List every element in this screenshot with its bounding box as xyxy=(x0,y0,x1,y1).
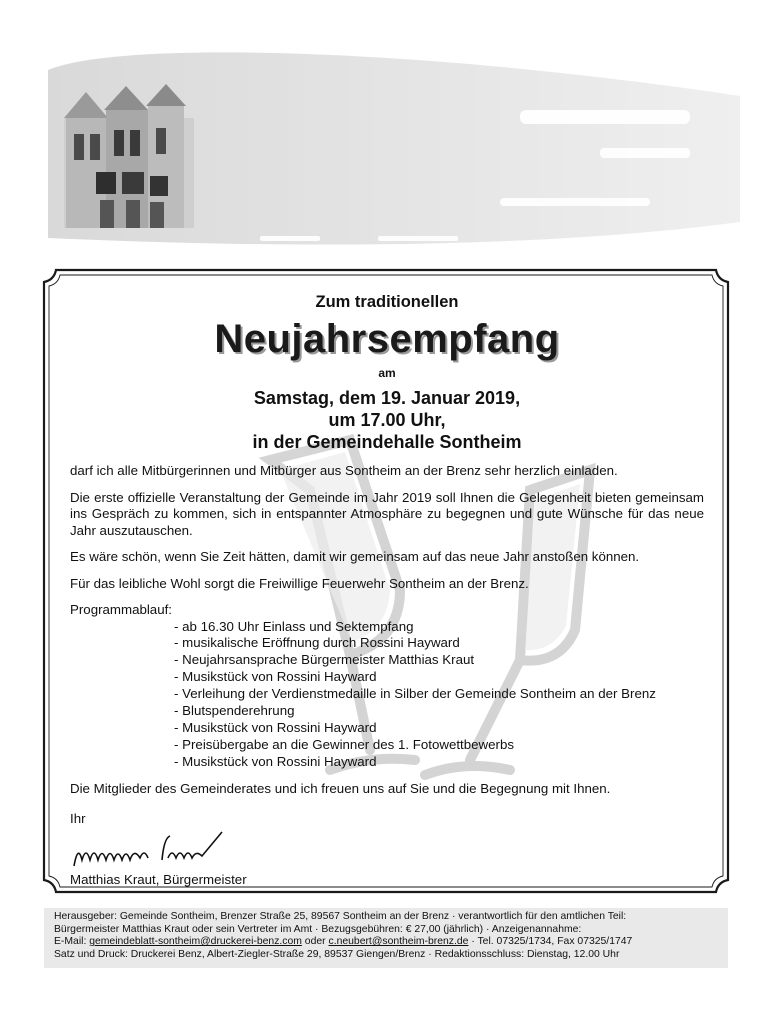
email-prefix: E-Mail: xyxy=(54,936,90,948)
program-item: - Blutspenderehrung xyxy=(174,703,295,719)
program-item: - Musikstück von Rossini Hayward xyxy=(174,719,377,735)
program-item: - Verleihung der Verdienstmedaille in Silber der Gemeinde Sontheim an der Brenz xyxy=(174,686,656,702)
town-hall-photo xyxy=(64,84,194,228)
imprint-publisher: Herausgeber: Gemeinde Sontheim, Brenzer Straße 25, 89567 Sontheim an der Brenz · verantwortlich für den amtlichen Teil: xyxy=(54,911,627,922)
invitation-content xyxy=(70,288,704,888)
salutation: Ihr xyxy=(70,811,86,827)
imprint-responsible: Bürgermeister Matthias Kraut oder sein Vertreter im Amt · Bezugsgebühren: € 27,00 (jährlich) · Anzeigenannahme: xyxy=(54,923,582,935)
signature-block xyxy=(70,811,704,888)
intro-line: Zum traditionellen xyxy=(315,293,459,311)
program-item: - Musikstück von Rossini Hayward xyxy=(174,669,377,685)
paragraph-occasion: Die erste offizielle Veranstaltung der Gemeinde im Jahr 2019 soll Ihnen die Gelegenheit bieten gemeinsam ins Gespräch zu kommen, sich in entspannter Atmosphäre zu begegnen und gute Wünsche für das neue Jahr auszutauschen. xyxy=(70,489,704,538)
signer-name: Matthias Kraut, Bürgermeister xyxy=(70,871,247,887)
event-location: in der Gemeindehalle Sontheim xyxy=(252,432,522,452)
paragraph-invite: darf ich alle Mitbürgerinnen und Mitbürger aus Sontheim an der Brenz sehr herzlich einladen. xyxy=(70,463,618,478)
imprint-contact xyxy=(54,936,720,949)
am-label: am xyxy=(378,365,396,380)
email-separator: oder xyxy=(301,936,329,948)
program-item: - ab 16.30 Uhr Einlass und Sektempfang xyxy=(174,618,414,634)
imprint-footer xyxy=(44,908,728,968)
event-time: um 17.00 Uhr, xyxy=(328,410,446,430)
email-link-neubert[interactable]: c.neubert@sontheim-brenz.de xyxy=(328,936,469,948)
event-date: Samstag, dem 19. Januar 2019, xyxy=(253,388,521,408)
paragraph-catering: Für das leibliche Wohl sorgt die Freiwillige Feuerwehr Sontheim an der Brenz. xyxy=(70,575,529,591)
program-list xyxy=(70,619,704,771)
email-link-druckerei[interactable]: gemeindeblatt-sontheim@druckerei-benz.com xyxy=(89,936,302,948)
phone-fax: · Tel. 07325/1734, Fax 07325/1747 xyxy=(468,936,633,948)
masthead-graphic xyxy=(0,0,770,270)
closing-paragraph: Die Mitglieder des Gemeinderates und ich freuen uns auf Sie und die Begegnung mit Ihnen. xyxy=(70,780,611,796)
handwritten-signature xyxy=(70,830,230,872)
event-date-block xyxy=(70,387,704,453)
program-item: - musikalische Eröffnung durch Rossini Hayward xyxy=(174,635,460,651)
paragraph-toast: Es wäre schön, wenn Sie Zeit hätten, damit wir gemeinsam auf das neue Jahr anstoßen können. xyxy=(70,549,640,564)
headline: Neujahrsempfang xyxy=(214,316,560,361)
program-item: - Neujahrsansprache Bürgermeister Matthias Kraut xyxy=(174,652,475,668)
program-label: Programmablauf: xyxy=(70,602,172,617)
program-item: - Musikstück von Rossini Hayward xyxy=(174,753,377,769)
program-item: - Preisübergabe an die Gewinner des 1. Fotowettbewerbs xyxy=(174,736,514,752)
masthead xyxy=(0,0,770,270)
imprint-printing: Satz und Druck: Druckerei Benz, Albert-Ziegler-Straße 29, 89537 Giengen/Brenz · Redaktionsschluss: Dienstag, 12.00 Uhr xyxy=(54,948,620,960)
